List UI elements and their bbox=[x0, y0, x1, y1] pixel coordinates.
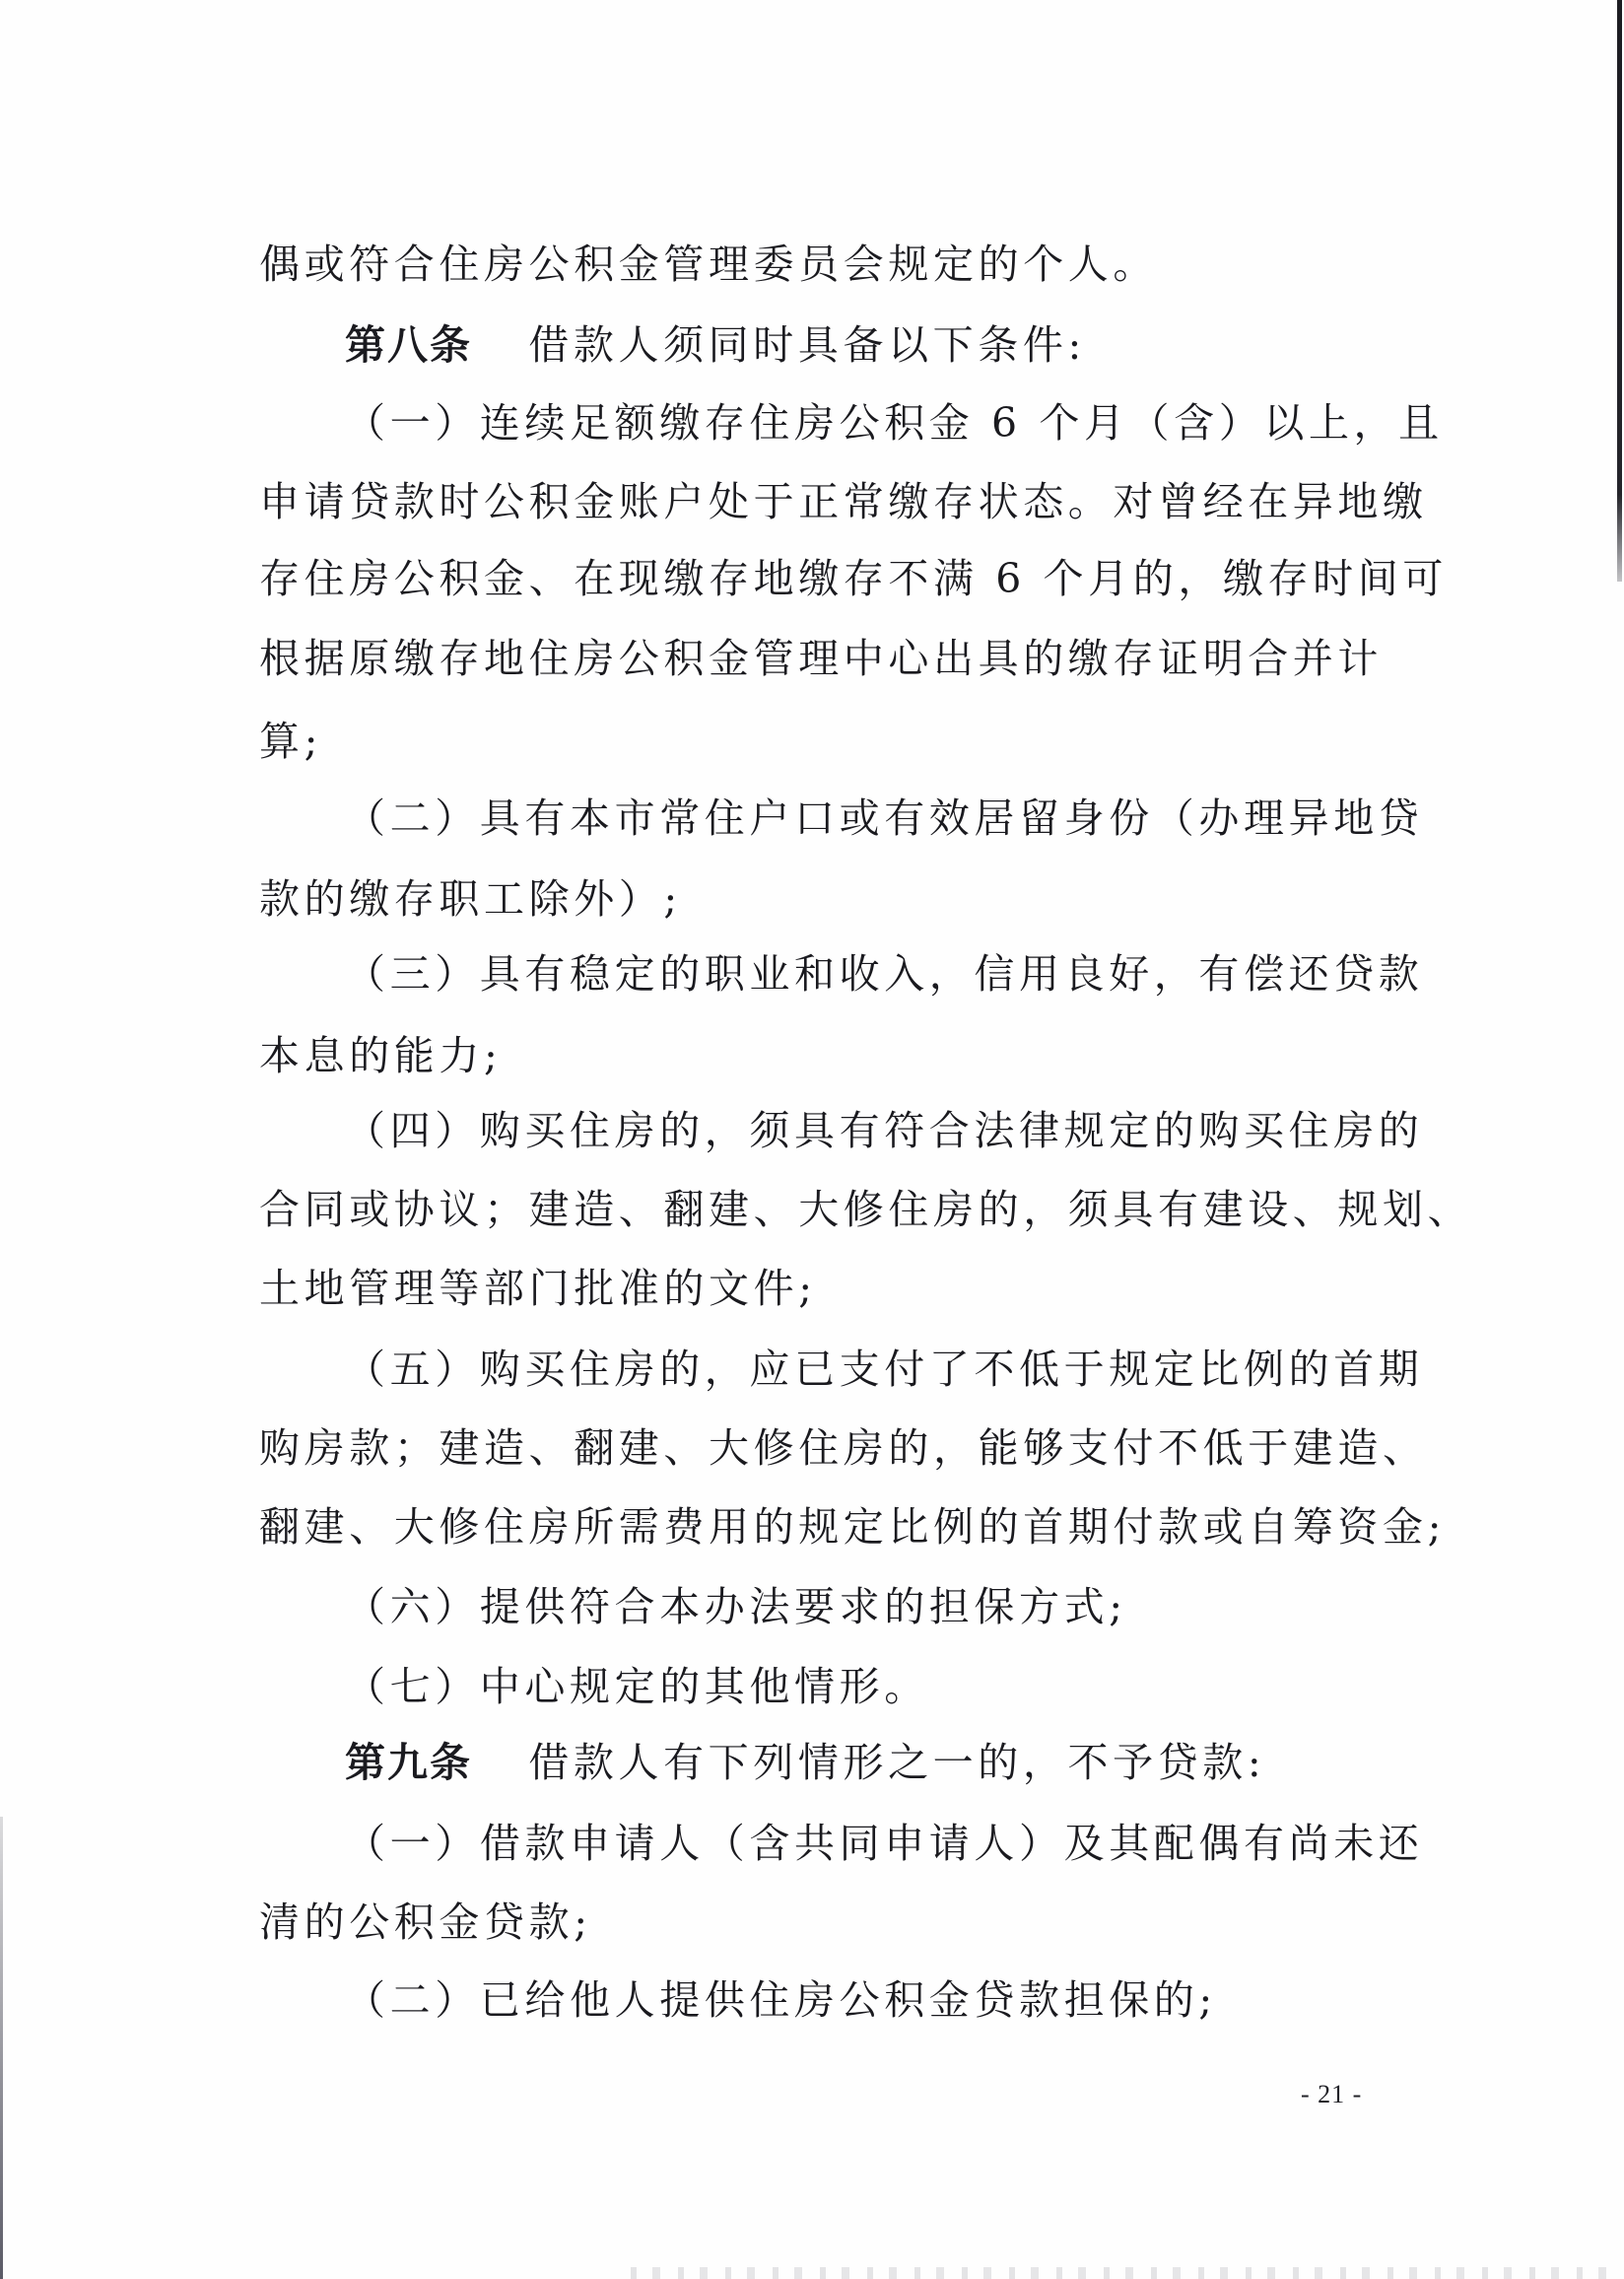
paragraph-line: 算; bbox=[259, 718, 323, 765]
scan-noise-bottom bbox=[631, 2267, 1616, 2279]
paragraph-line: 土地管理等部门批准的文件; bbox=[259, 1265, 817, 1312]
paragraph-line: 根据原缴存地住房公积金管理中心出具的缴存证明合并计 bbox=[259, 635, 1383, 682]
article-9-heading-line bbox=[345, 1738, 1265, 1787]
paragraph-line: 存住房公积金、在现缴存地缴存不满 6 个月的，缴存时间可 bbox=[259, 555, 1448, 602]
paragraph-line: （四）购买住房的，须具有符合法律规定的购买住房的 bbox=[345, 1107, 1424, 1154]
paragraph-line: 清的公积金贷款; bbox=[259, 1899, 592, 1946]
paragraph-line: 申请贷款时公积金账户处于正常缴存状态。对曾经在异地缴 bbox=[259, 478, 1428, 525]
paragraph-line: 合同或协议；建造、翻建、大修住房的，须具有建设、规划、 bbox=[259, 1186, 1473, 1233]
paragraph-line: （三）具有稳定的职业和收入，信用良好，有偿还贷款 bbox=[345, 950, 1424, 998]
paragraph-line: 本息的能力; bbox=[259, 1032, 503, 1079]
article-number: 第九条 bbox=[345, 1739, 472, 1786]
article-number: 第八条 bbox=[345, 321, 472, 369]
paragraph-line: （二）已给他人提供住房公积金贷款担保的; bbox=[345, 1976, 1217, 2024]
article-text: 借款人须同时具备以下条件: bbox=[528, 321, 1086, 369]
paragraph-line: （二）具有本市常住户口或有效居留身份（办理异地贷 bbox=[345, 794, 1424, 842]
paragraph-line: 购房款；建造、翻建、大修住房的，能够支付不低于建造、 bbox=[259, 1424, 1428, 1472]
paragraph-line: （七）中心规定的其他情形。 bbox=[345, 1663, 929, 1710]
paragraph-line: 翻建、大修住房所需费用的规定比例的首期付款或自筹资金; bbox=[259, 1503, 1447, 1551]
paragraph-line: （一）借款申请人（含共同申请人）及其配偶有尚未还 bbox=[345, 1820, 1424, 1867]
scan-edge-right bbox=[1617, 0, 1622, 582]
paragraph-line: （一）连续足额缴存住房公积金 6 个月（含）以上，且 bbox=[345, 399, 1444, 447]
page-number: - 21 - bbox=[1301, 2080, 1363, 2108]
paragraph-line: 款的缴存职工除外）; bbox=[259, 875, 682, 923]
paragraph-line: （五）购买住房的，应已支付了不低于规定比例的首期 bbox=[345, 1346, 1424, 1393]
article-8-heading-line bbox=[345, 320, 1086, 370]
scan-edge-left bbox=[0, 1817, 3, 2279]
paragraph-line: 偶或符合住房公积金管理委员会规定的个人。 bbox=[259, 241, 1158, 288]
paragraph-line: （六）提供符合本办法要求的担保方式; bbox=[345, 1583, 1127, 1630]
article-text: 借款人有下列情形之一的，不予贷款: bbox=[528, 1739, 1266, 1786]
